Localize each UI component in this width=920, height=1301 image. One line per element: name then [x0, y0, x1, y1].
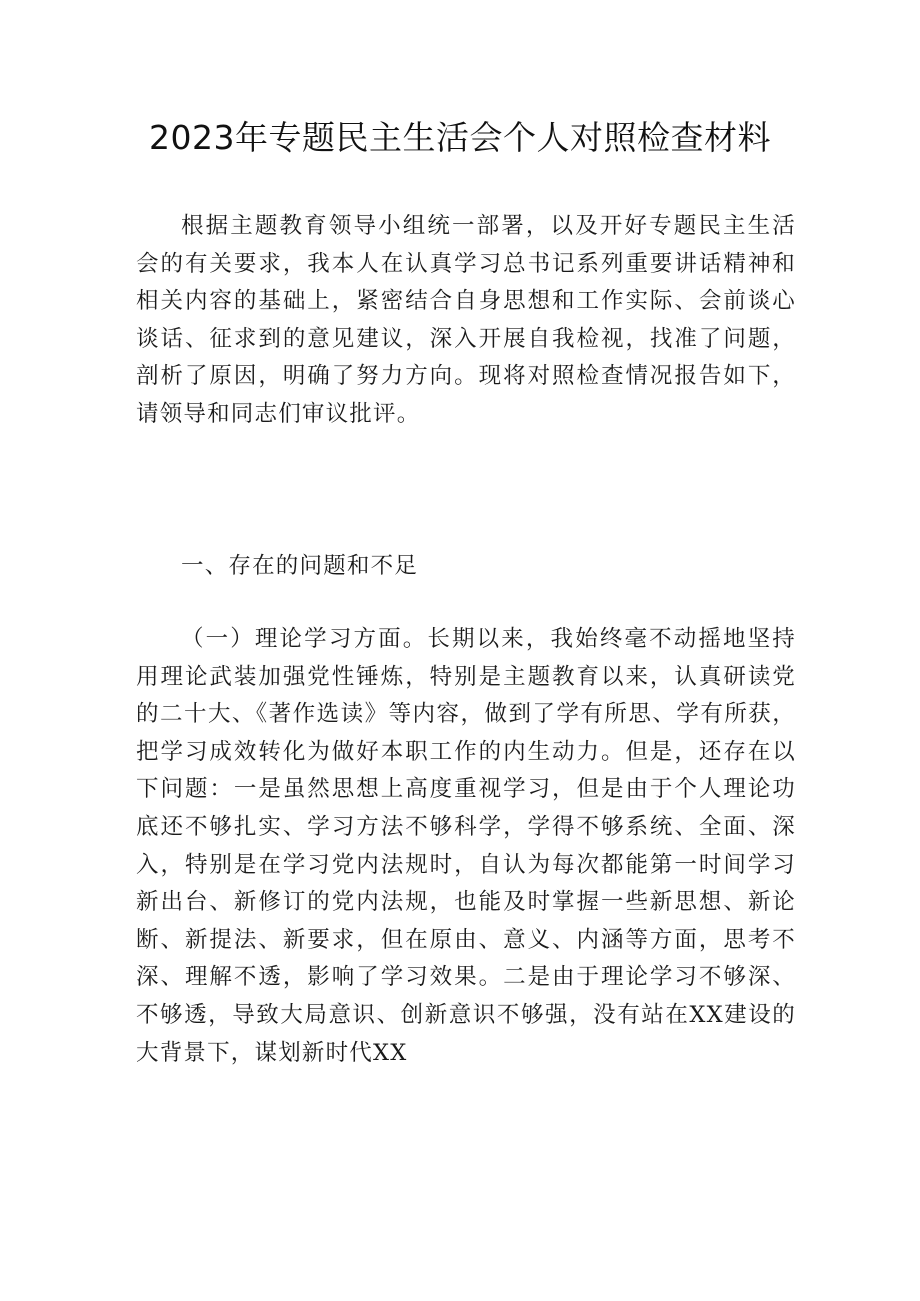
theory-study-paragraph: （一）理论学习方面。长期以来，我始终毫不动摇地坚持用理论武装加强党性锤炼，特别是主题教育以来，认真研读党的二十大、《著作选读》等内容，做到了学有所思、学有所获，把学习成效转化为做好本职工作的内生动力。但是，还存在以下问题：一是虽然思想上高度重视学习，但是由于个人理论功底还不够扎实、学习方法不够科学，学得不够系统、全面、深入，特别是在学习党内法规时，自认为每次都能第一时间学习新出台、新修订的党内法规，也能及时掌握一些新思想、新论断、新提法、新要求，但在原由、意义、内涵等方面，思考不深、理解不透，影响了学习效果。二是由于理论学习不够深、不够透，导致大局意识、创新意识不够强，没有站在XX建设的大背景下，谋划新时代XX [136, 626, 796, 1066]
section-heading: 一、存在的问题和不足 [181, 553, 419, 579]
intro-paragraph: 根据主题教育领导小组统一部署，以及开好专题民主生活会的有关要求，我本人在认真学习总书记系列重要讲话精神和相关内容的基础上，紧密结合自身思想和工作实际、会前谈心谈话、征求到的意见建议，深入开展自我检视，找准了问题，剖析了原因，明确了努力方向。现将对照检查情况报告如下，请领导和同志们审议批评。 [136, 213, 796, 427]
document-title: 2023年专题民主生活会个人对照检查材料 [149, 118, 771, 157]
